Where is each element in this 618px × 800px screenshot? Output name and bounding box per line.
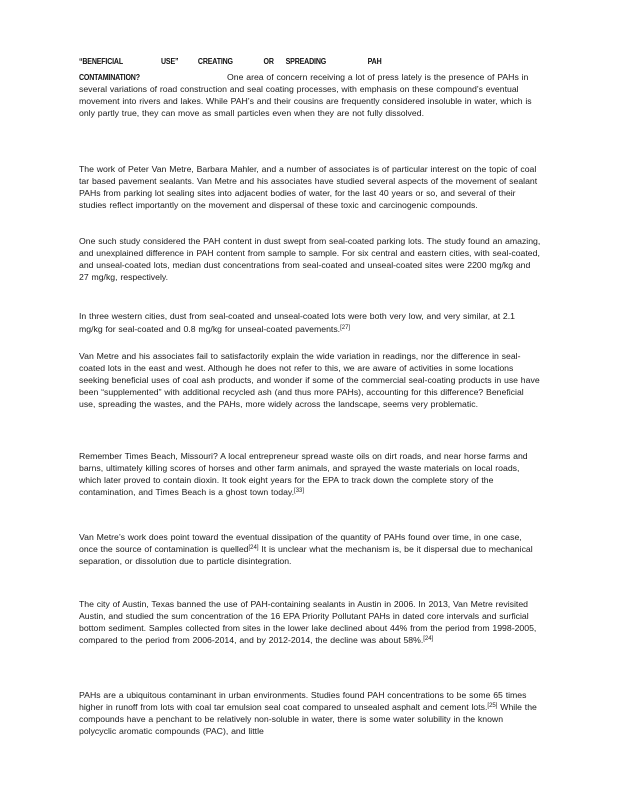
paragraph-austin: The city of Austin, Texas banned the use of PAH-containing sealants in Austin in 2006. In 2013, Van Metre revisited Austin, and studied the sum concentration of the 16 EPA Priority Pollutant PAHs in dated core intervals and surficial bottom sediment. Samples collected from sites in the lower lake declined about 44% from the period from 1998-2005, compared to the period from 2006-2014, and by 2012-2014, the decline was about 58%.[24] <box>79 599 537 646</box>
citation-ref[interactable]: [25] <box>487 703 498 710</box>
paragraph-urban-contaminant: PAHs are a ubiquitous contaminant in urban environments. Studies found PAH concentrations to be some 65 times higher in runoff from lots with coal tar emulsion seal coat compared to unsealed asphalt and cement lots.[25] While the compounds have a penchant to be relatively non-soluble in water, there is some water solubility in the known polycyclic aromatic compounds (PAC), and little <box>79 690 537 737</box>
citation-ref[interactable]: [24] <box>248 545 259 552</box>
paragraph-intro: One area of concern receiving a lot of press lately is the presence of PAHs in several variations of road construction and seal coating processes, with emphasis on these compound’s eventual movement into rivers and lakes. While PAH’s and their cousins are frequently considered insoluble in water, which is only partly true, they can move as small particles even when they are not fully dissolved. <box>79 72 532 119</box>
paragraph-times-beach: Remember Times Beach, Missouri? A local entrepreneur spread waste oils on dirt roads, and near horse farms and barns, ultimately killing scores of horses and other farm animals, and sprayed the waste materials on local roads, which later proved to contain dioxin. It took eight years for the EPA to track down the complete story of the contamination, and Times Beach is a ghost town today.[33] <box>79 451 528 498</box>
heading-word: “BENEFICIAL <box>79 56 124 66</box>
citation-ref[interactable]: [27] <box>340 325 351 331</box>
citation-ref[interactable]: [33] <box>294 488 305 495</box>
heading-word: SPREADING <box>285 56 327 66</box>
paragraph-beneficial-use: Van Metre and his associates fail to satisfactorily explain the wide variation in readings, nor the difference in seal-coated lots in the east and west. Although he does not refer to this, we are aware of activities in some locations seeking beneficial uses of coal ash products, and wonder if some of the commercial seal-coating products in use have been “supplemented” with additional recycled ash (and thus more PAHs), accounting for this difference? Beneficial use, spreading the wastes, and the PAHs, more widely across the landscape, seems very problematic. <box>79 351 540 410</box>
paragraph-dust-study: One such study considered the PAH content in dust swept from seal-coated parking lots. The study found an amazing, and unexplained difference in PAH content from sample to sample. For six central and eastern cities, with seal-coated, and unseal-coated lots, median dust concentrations from seal-coated and unseal-coated sites were 2200 mg/kg and 27 mg/kg, respectively. <box>79 236 541 283</box>
heading-word: PAH <box>367 56 382 66</box>
heading-word: USE” <box>161 56 179 66</box>
heading-word: CONTAMINATION? <box>79 72 140 82</box>
paragraph-van-metre-work: The work of Peter Van Metre, Barbara Mahler, and a number of associates is of particular interest on the topic of coal tar based pavement sealants. Van Metre and his associates have studied several aspects of the movement of sealant PAHs from parking lot sealing sites into adjacent bodies of water, for the last 40 years or so, and several of their studies reflect importantly on the movement and dispersal of these toxic and carcinogenic compounds. <box>79 164 538 211</box>
paragraph-western-cities: In three western cities, dust from seal-coated and unseal-coated lots were both very low, and very similar, at 2.1 mg/kg for seal-coated and 0.8 mg/kg for unseal-coated pavements.[27] <box>79 311 515 334</box>
paragraph-dissipation: Van Metre’s work does point toward the eventual dissipation of the quantity of PAHs found over time, in one case, once the source of contamination is quelled[24] It is unclear what the mechanism is, be it dispersal due to mechanical separation, or dissolution due to particle disintegration. <box>79 532 533 567</box>
citation-ref[interactable]: [24] <box>423 636 434 643</box>
heading-word: CREATING <box>197 56 233 66</box>
heading-word: OR <box>263 56 274 66</box>
